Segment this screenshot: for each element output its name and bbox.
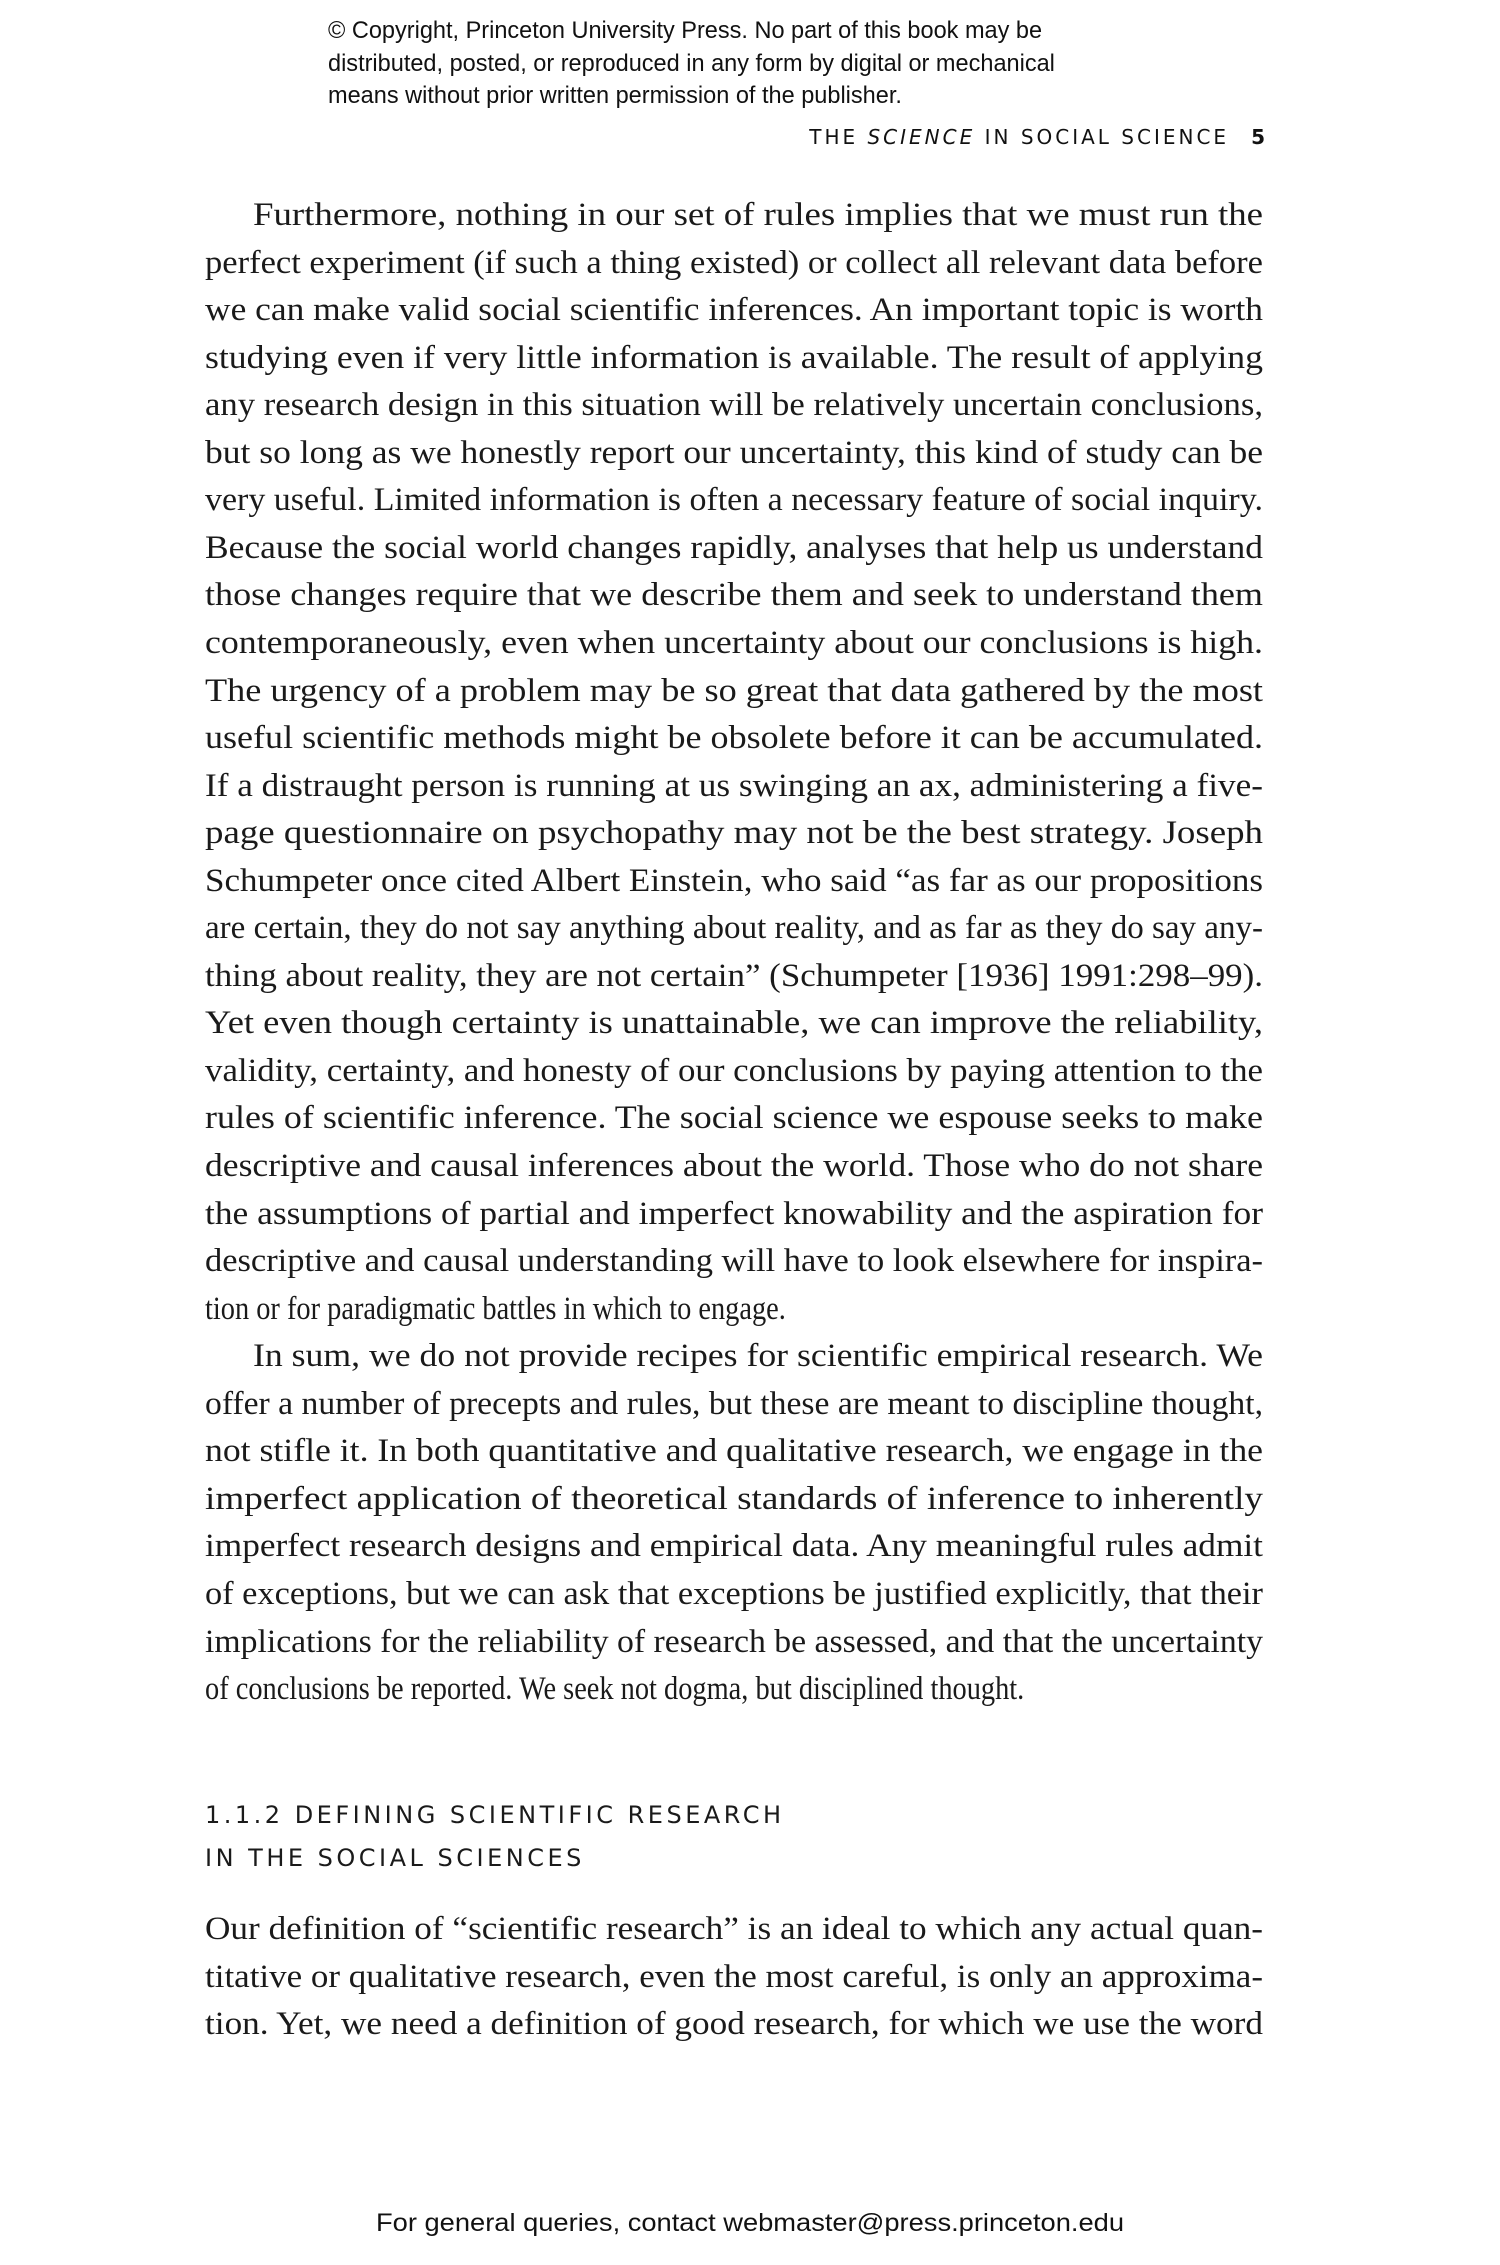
running-header-prefix: THE	[809, 125, 868, 149]
body-line: not stifle it. In both quantitative and qualitative research, we engage in the	[205, 1433, 1263, 1470]
page-number: 5	[1251, 125, 1265, 149]
section-heading-line-1: 1.1.2 DEFINING SCIENTIFIC RESEARCH	[205, 1801, 785, 1829]
body-line: Furthermore, nothing in our set of rules implies that we must run the	[253, 197, 1263, 233]
body-line: titative or qualitative research, even the most careful, is only an approxima-	[205, 1959, 1263, 1995]
body-line: but so long as we honestly report our uncertainty, this kind of study can be	[205, 434, 1263, 471]
copyright-line-1: © Copyright, Princeton University Press. No part of this book may be	[328, 17, 1043, 44]
body-line: we can make valid social scientific inferences. An important topic is worth	[205, 292, 1263, 329]
body-line: of exceptions, but we can ask that exceptions be justified explicitly, that their	[205, 1575, 1263, 1612]
body-line: descriptive and causal understanding will have to look elsewhere for inspira-	[205, 1243, 1263, 1280]
body-line: Schumpeter once cited Albert Einstein, who said “as far as our propositions	[205, 862, 1263, 899]
body-line: validity, certainty, and honesty of our conclusions by paying attention to the	[205, 1052, 1263, 1089]
body-line: In sum, we do not provide recipes for scientific empirical research. We	[253, 1338, 1263, 1375]
running-header-italic: SCIENCE	[867, 125, 976, 149]
body-line: page questionnaire on psychopathy may not be the best strategy. Joseph	[205, 815, 1263, 852]
footer-contact: For general queries, contact webmaster@press.princeton.edu	[376, 2209, 1124, 2237]
body-line: If a distraught person is running at us swinging an ax, administering a five-	[205, 767, 1263, 804]
section-heading-line-2: IN THE SOCIAL SCIENCES	[205, 1844, 585, 1872]
body-line: imperfect application of theoretical standards of inference to inherently	[205, 1480, 1263, 1517]
body-line: contemporaneously, even when uncertainty about our conclusions is high.	[205, 624, 1263, 661]
copyright-line-2: distributed, posted, or reproduced in any form by digital or mechanical	[328, 50, 1055, 77]
body-line: any research design in this situation will be relatively uncertain conclusions,	[205, 387, 1263, 424]
body-line: perfect experiment (if such a thing existed) or collect all relevant data before	[205, 244, 1263, 281]
body-line: are certain, they do not say anything about reality, and as far as they do say any-	[205, 910, 1263, 947]
body-line: thing about reality, they are not certain” (Schumpeter [1936] 1991:298–99).	[205, 957, 1263, 994]
body-line: Yet even though certainty is unattainable, we can improve the reliability,	[205, 1005, 1263, 1042]
body-line: useful scientific methods might be obsolete before it can be accumulated.	[205, 720, 1263, 757]
body-line: Because the social world changes rapidly, analyses that help us understand	[205, 529, 1263, 566]
body-line: studying even if very little information is available. The result of applying	[205, 339, 1263, 376]
body-line: those changes require that we describe them and seek to understand them	[205, 577, 1263, 614]
body-line: imperfect research designs and empirical data. Any meaningful rules admit	[205, 1528, 1263, 1565]
copyright-line-3: means without prior written permission of the publisher.	[328, 82, 902, 109]
body-line: implications for the reliability of research be assessed, and that the uncertainty	[205, 1623, 1263, 1660]
body-line: tion or for paradigmatic battles in which to engage.	[205, 1290, 786, 1327]
body-line: of conclusions be reported. We seek not dogma, but disciplined thought.	[205, 1671, 1025, 1708]
body-line: very useful. Limited information is often a necessary feature of social inquiry.	[205, 482, 1263, 519]
body-line: the assumptions of partial and imperfect knowability and the aspiration for	[205, 1195, 1263, 1232]
body-line: rules of scientific inference. The social science we espouse seeks to make	[205, 1100, 1263, 1137]
running-header	[809, 127, 1265, 147]
running-header-suffix: IN SOCIAL SCIENCE	[975, 125, 1230, 149]
body-line: tion. Yet, we need a definition of good research, for which we use the word	[205, 2006, 1263, 2042]
body-line: The urgency of a problem may be so great that data gathered by the most	[205, 672, 1263, 709]
body-line: Our definition of “scientific research” is an ideal to which any actual quan-	[205, 1911, 1263, 1947]
body-line: descriptive and causal inferences about the world. Those who do not share	[205, 1148, 1263, 1184]
body-line: offer a number of precepts and rules, but these are meant to discipline thought,	[205, 1385, 1263, 1422]
